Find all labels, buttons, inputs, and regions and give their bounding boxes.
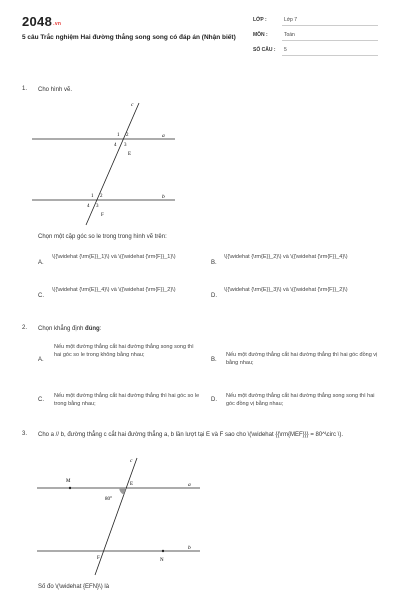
question-2-option-d-letter[interactable]: D. — [211, 397, 217, 403]
fig3-point-n: N — [160, 558, 164, 563]
question-2-option-c-text[interactable]: Nếu một đường thẳng cắt hai đường thẳng thì hai góc so le trong bằng nhau; — [54, 393, 200, 407]
question-3-number: 3. — [22, 431, 28, 437]
page-title: 5 câu Trắc nghiệm Hai đường thẳng song song có đáp án (Nhận biết) — [22, 34, 236, 41]
fig1-e-angle-1: 1 — [117, 133, 120, 138]
question-3-text: Cho a // b, đường thẳng c cắt hai đường thẳng a, b lần lượt tại E và F sao cho \(\widehat {{\rm{MEF}}} = 80^\circ \). — [38, 432, 343, 438]
question-1-option-b-letter[interactable]: B. — [211, 260, 217, 266]
fig1-e-angle-2: 2 — [126, 133, 129, 138]
question-2-text: Chọn khẳng định đúng: — [38, 326, 102, 332]
question-2-option-c-letter[interactable]: C. — [38, 397, 44, 403]
fig3-label-a: a — [188, 482, 191, 488]
fig3-point-f: F — [97, 556, 100, 561]
fig3-point-m: M — [66, 479, 71, 484]
meta-value-count: 5 — [284, 47, 287, 53]
question-1-text: Cho hình vẽ. — [38, 87, 73, 93]
meta-label-class: LỚP : — [253, 17, 267, 23]
meta-value-subject: Toán — [284, 32, 295, 38]
fig1-point-f: F — [101, 213, 104, 218]
fig1-f-angle-1: 1 — [91, 194, 94, 199]
question-2-number: 2. — [22, 325, 28, 331]
fig3-label-c: c — [130, 458, 133, 464]
question-3-prompt: Số đo \(\widehat {EFN}\) là — [38, 584, 110, 590]
fig1-label-c: c — [131, 102, 134, 108]
site-logo-suffix: .vn — [53, 21, 62, 27]
question-1-option-a-letter[interactable]: A. — [38, 260, 44, 266]
question-1-option-b-text[interactable]: \({\widehat {\rm{E}}_2}\) và \({\widehat {\rm{F}}_4}\) — [224, 254, 348, 260]
fig1-f-angle-2: 2 — [100, 194, 103, 199]
fig1-f-angle-4: 4 — [87, 204, 90, 209]
fig1-label-b: b — [162, 194, 165, 200]
meta-value-class: Lớp 7 — [284, 17, 298, 23]
fig1-label-a: a — [162, 133, 165, 139]
question-1-option-c-text[interactable]: \({\widehat {\rm{E}}_4}\) và \({\widehat {\rm{F}}_2}\) — [52, 287, 176, 293]
question-1-option-a-text[interactable]: \({\widehat {\rm{E}}_1}\) và \({\widehat {\rm{F}}_1}\) — [52, 254, 176, 260]
fig1-point-e: E — [128, 152, 132, 157]
question-2-option-d-text[interactable]: Nếu một đường thẳng cắt hai đường thẳng song song thì hai góc đồng vị bằng nhau; — [226, 393, 375, 407]
fig1-e-angle-4: 4 — [114, 143, 117, 148]
question-1-prompt: Chọn một cặp góc so le trong trong hình vẽ trên: — [38, 234, 167, 240]
fig3-point-e: E — [130, 482, 134, 487]
fig1-f-angle-3: 3 — [96, 204, 99, 209]
site-logo[interactable]: 2048.vn — [22, 14, 62, 29]
question-1-number: 1. — [22, 86, 28, 92]
meta-label-count: SỐ CÂU : — [253, 47, 276, 53]
question-1-option-d-letter[interactable]: D. — [211, 293, 217, 299]
question-2-option-b-text[interactable]: Nếu một đường thẳng cắt hai đường thẳng thì hai góc đồng vị bằng nhau; — [226, 352, 378, 366]
fig3-angle-80: 80° — [105, 497, 112, 502]
question-2-option-a-text[interactable]: Nếu một đường thẳng cắt hai đường thẳng song song thì hai góc so le trong không bằng nhau; — [54, 344, 194, 358]
question-2-option-b-letter[interactable]: B. — [211, 357, 217, 363]
fig1-e-angle-3: 3 — [124, 143, 127, 148]
question-1-option-c-letter[interactable]: C. — [38, 293, 44, 299]
meta-label-subject: MÔN : — [253, 32, 268, 38]
question-2-option-a-letter[interactable]: A. — [38, 357, 44, 363]
question-1-option-d-text[interactable]: \({\widehat {\rm{E}}_3}\) và \({\widehat {\rm{F}}_2}\) — [224, 287, 348, 293]
fig3-label-b: b — [188, 545, 191, 551]
